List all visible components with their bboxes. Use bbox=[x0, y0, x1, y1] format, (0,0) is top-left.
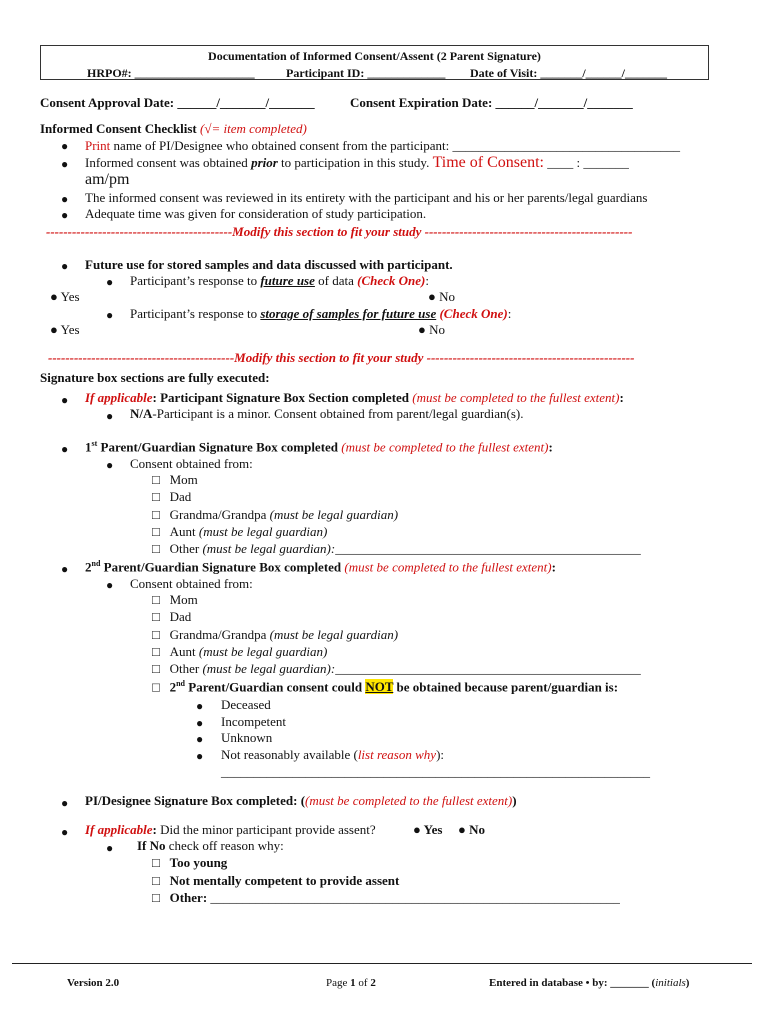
header-box bbox=[40, 45, 709, 80]
future-data-no-option[interactable]: ● No bbox=[428, 289, 455, 304]
bullet-icon: ● bbox=[106, 841, 114, 855]
checklist-heading: Informed Consent Checklist (√= item completed) bbox=[40, 121, 307, 136]
reason-deceased[interactable]: Deceased bbox=[221, 697, 271, 712]
future-use-data-question: Participant’s response to future use of data (Check One): bbox=[130, 273, 429, 288]
time-of-consent-label: Time of Consent: bbox=[432, 154, 544, 171]
bullet-icon: ● bbox=[106, 578, 114, 592]
parent1-obtained-from: Consent obtained from: bbox=[130, 456, 253, 471]
bullet-icon: ● bbox=[61, 192, 69, 206]
reason-incompetent[interactable]: Incompetent bbox=[221, 714, 286, 729]
future-use-storage-question: Participant’s response to storage of samples for future use (Check One): bbox=[130, 306, 512, 321]
bullet-icon: ● bbox=[61, 259, 69, 273]
other-reason-checkbox[interactable]: □ Other: _______________________________________________________________ bbox=[152, 890, 620, 905]
bullet-icon: ● bbox=[106, 308, 114, 322]
footer-entered-in-database[interactable]: Entered in database • by: _______ (initials) bbox=[489, 977, 690, 989]
footer-divider bbox=[12, 963, 752, 964]
parent2-aunt-checkbox[interactable]: □ Aunt (must be legal guardian) bbox=[152, 644, 328, 659]
parent1-grandparent-checkbox[interactable]: □ Grandma/Grandpa (must be legal guardian) bbox=[152, 507, 399, 522]
storage-no-option[interactable]: ● No bbox=[418, 322, 445, 337]
checklist-item-reviewed[interactable]: The informed consent was reviewed in its entirety with the participant and his or her parents/legal guardians bbox=[85, 190, 648, 205]
am-pm-label: am/pm bbox=[85, 171, 130, 188]
participant-id-field[interactable]: Participant ID: _____________ bbox=[286, 66, 446, 80]
checklist-item-prior-consent[interactable]: Informed consent was obtained prior to participation in this study. Time of Consent: ____ : _______ bbox=[85, 154, 629, 171]
reason-unknown[interactable]: Unknown bbox=[221, 730, 273, 745]
if-no-instruction: If No check off reason why: bbox=[137, 838, 284, 853]
parent2-signature-item[interactable]: 2nd Parent/Guardian Signature Box completed (must be completed to the fullest extent): bbox=[85, 559, 556, 575]
bullet-icon: ● bbox=[196, 732, 204, 746]
document-title: Documentation of Informed Consent/Assent (2 Parent Signature) bbox=[208, 49, 541, 63]
bullet-icon: ● bbox=[61, 139, 69, 153]
bullet-icon: ● bbox=[196, 699, 204, 713]
checklist-item-adequate-time[interactable]: Adequate time was given for consideration of study participation. bbox=[85, 206, 427, 221]
bullet-icon: ● bbox=[61, 157, 69, 171]
parent1-other-checkbox[interactable]: □ Other (must be legal guardian):_______________________________________________ bbox=[152, 541, 641, 556]
parent1-aunt-checkbox[interactable]: □ Aunt (must be legal guardian) bbox=[152, 524, 328, 539]
modify-section-divider-2: -------------------------------------------Modify this section to fit your study ------------------------------------------------ bbox=[48, 350, 635, 365]
assent-question: If applicable: Did the minor participant provide assent? bbox=[85, 822, 376, 837]
reason-blank-line[interactable]: __________________________________________________________________ bbox=[221, 764, 650, 779]
parent2-obtained-from: Consent obtained from: bbox=[130, 576, 253, 591]
date-of-visit-field[interactable]: Date of Visit: _______/______/_______ bbox=[470, 66, 667, 80]
footer-version: Version 2.0 bbox=[67, 977, 120, 989]
footer-page-number: Page 1 of 2 bbox=[326, 977, 376, 989]
parent1-signature-item[interactable]: 1st Parent/Guardian Signature Box completed (must be completed to the fullest extent): bbox=[85, 439, 553, 455]
future-use-heading: Future use for stored samples and data discussed with participant. bbox=[85, 257, 453, 272]
bullet-icon: ● bbox=[196, 749, 204, 763]
bullet-icon: ● bbox=[61, 208, 69, 222]
bullet-icon: ● bbox=[196, 716, 204, 730]
parent2-not-obtained-checkbox[interactable]: □ 2nd Parent/Guardian consent could NOT be obtained because parent/guardian is: bbox=[152, 679, 619, 695]
consent-expiration-date[interactable]: Consent Expiration Date: ______/_______/_______ bbox=[350, 95, 633, 110]
parent1-mom-checkbox[interactable]: □ Mom bbox=[152, 472, 198, 487]
na-minor-item[interactable]: N/A-Participant is a minor. Consent obtained from parent/legal guardian(s). bbox=[130, 406, 524, 421]
checklist-legend: (√= item completed) bbox=[199, 121, 307, 136]
parent2-other-checkbox[interactable]: □ Other (must be legal guardian):_______________________________________________ bbox=[152, 661, 641, 676]
bullet-icon: ● bbox=[61, 442, 69, 456]
assent-no-option[interactable]: ● No bbox=[458, 822, 485, 837]
reason-not-available[interactable]: Not reasonably available (list reason why): bbox=[221, 747, 445, 762]
modify-section-divider: -------------------------------------------Modify this section to fit your study ------------------------------------------------ bbox=[46, 224, 633, 239]
bullet-icon: ● bbox=[61, 393, 69, 407]
too-young-checkbox[interactable]: □ Too young bbox=[152, 855, 228, 870]
assent-yes-option[interactable]: ● Yes bbox=[413, 822, 443, 837]
bullet-icon: ● bbox=[61, 796, 69, 810]
parent2-mom-checkbox[interactable]: □ Mom bbox=[152, 592, 198, 607]
bullet-icon: ● bbox=[61, 825, 69, 839]
bullet-icon: ● bbox=[61, 562, 69, 576]
bullet-icon: ● bbox=[106, 458, 114, 472]
participant-signature-item[interactable]: If applicable: Participant Signature Box Section completed (must be completed to the fullest extent): bbox=[85, 390, 624, 405]
parent2-grandparent-checkbox[interactable]: □ Grandma/Grandpa (must be legal guardian) bbox=[152, 627, 399, 642]
consent-approval-date[interactable]: Consent Approval Date: ______/_______/_______ bbox=[40, 95, 315, 110]
parent1-dad-checkbox[interactable]: □ Dad bbox=[152, 489, 192, 504]
signature-section-heading: Signature box sections are fully executed: bbox=[40, 370, 270, 385]
not-highlight: NOT bbox=[365, 679, 394, 695]
parent2-dad-checkbox[interactable]: □ Dad bbox=[152, 609, 192, 624]
storage-yes-option[interactable]: ● Yes bbox=[50, 322, 80, 337]
future-data-yes-option[interactable]: ● Yes bbox=[50, 289, 80, 304]
not-competent-checkbox[interactable]: □ Not mentally competent to provide assent bbox=[152, 873, 400, 888]
hrpo-field[interactable]: HRPO#: ____________________ bbox=[87, 66, 255, 80]
bullet-icon: ● bbox=[106, 409, 114, 423]
pi-signature-item[interactable]: PI/Designee Signature Box completed: ((must be completed to the fullest extent)) bbox=[85, 793, 517, 808]
checklist-item-print-name[interactable]: Print name of PI/Designee who obtained consent from the participant: ___________________________________ bbox=[85, 138, 681, 153]
bullet-icon: ● bbox=[106, 275, 114, 289]
